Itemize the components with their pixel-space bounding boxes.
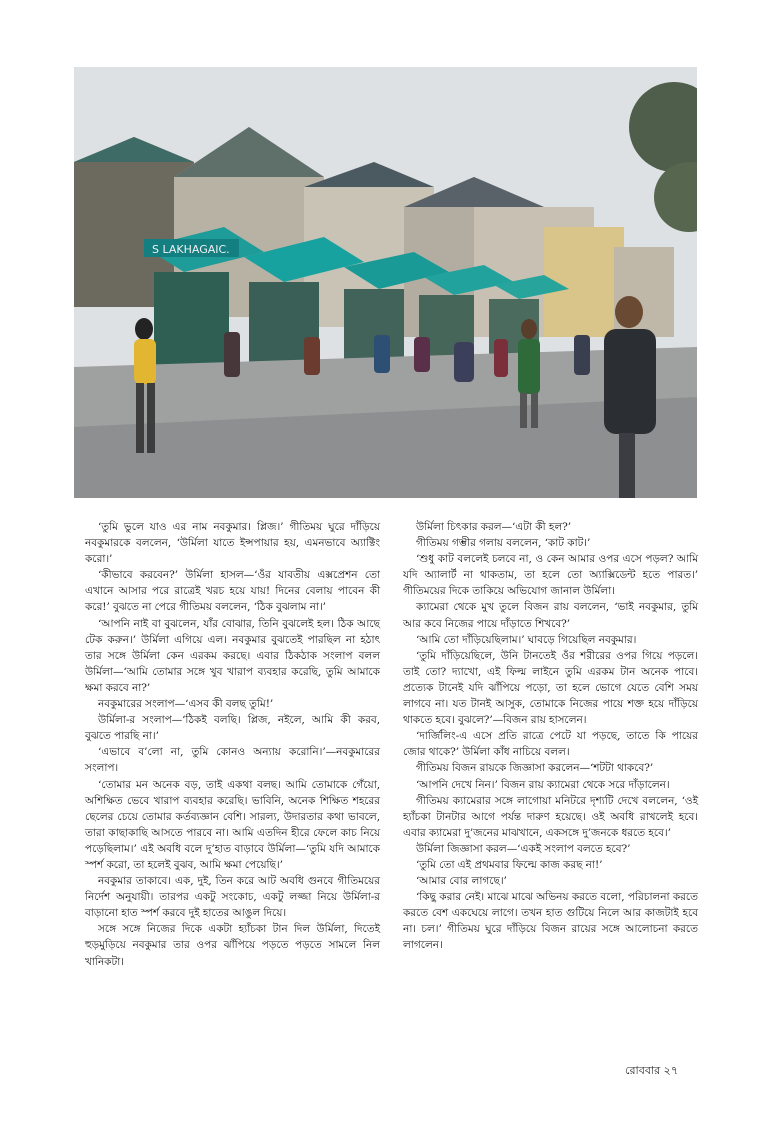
- paragraph: ‘তুমি ভুলে যাও এর নাম নবকুমার। প্লিজ।’ গীতিময় ঘুরে দাঁড়িয়ে নবকুমারকে বললেন, ‘উর্মিলা যাতে ইন্সপায়ার হয়, এমনভাবে অ্যাক্টিং করো।’: [85, 521, 380, 566]
- left-text-column: [85, 519, 380, 970]
- paragraph: নবকুমারের সংলাপ—‘এসব কী বলছ তুমি!’: [98, 698, 274, 711]
- paragraph: উর্মিলা জিজ্ঞাসা করল—‘একই সংলাপ বলতে হবে?’: [416, 842, 631, 855]
- paragraph: নবকুমার তাকাবে। এক, দুই, তিন করে আট অবধি গুনবে গীতিময়ের নির্দেশ অনুযায়ী। তারপর একটু সংকোচ, একটু লজ্জা নিয়ে উর্মিলা-র বাড়ানো হাত স্পর্শ করবে দুই হাতের আঙুল দিয়ে।: [85, 875, 380, 920]
- paragraph: ‘আমার বোর লাগছে।’: [416, 875, 507, 888]
- paragraph: ‘তুমি দাঁড়িয়েছিলে, উনি টানতেই ওঁর শরীরের ওপর গিয়ে পড়লে। তাই তো? দ্যাখো, এই ফিল্ম লাইনে তুমি এরকম টান অনেক পাবে। প্রত্যেক টানেই যদি ঝাঁপিয়ে পড়ো, তা হলে ভোগে যেতে বেশি সময় লাগবে না। যত টানই আসুক, তোমাকে নিজের পায়ে শক্ত হয়ে দাঁড়িয়ে থাকতে হবে। বুঝলে?’—বিজন রায় হাসলেন।: [403, 649, 698, 727]
- paragraph: উর্মিলা চিৎকার করল—‘এটা কী হল?’: [416, 521, 571, 533]
- paragraph: ‘দার্জিলিং-এ এসে প্রতি রাত্রে পেটে যা পড়ছে, তাতে কি পায়ের জোর থাকে?’ উর্মিলা কাঁধ নাচিয়ে বলল।: [403, 730, 698, 759]
- darjeeling-street-illustration: [74, 67, 697, 498]
- paragraph: ‘আপনি নাই বা বুঝলেন, যাঁর বোঝার, তিনি বুঝলেই হল। ঠিক আছে টেক করুন।’ উর্মিলা এগিয়ে এল। নবকুমার বুঝতেই পারছিল না হঠাৎ তার সঙ্গে উর্মিলা কেন এরকম করছে। এবার ঠিকঠাক সংলাপ বলল উর্মিলা—‘আমি তোমার সঙ্গে খুব খারাপ ব্যবহার করেছি, তুমি আমাকে ক্ষমা করবে না?’: [85, 617, 380, 694]
- street-photo: [74, 67, 697, 498]
- paragraph: ‘তুমি তো এই প্রথমবার ফিল্মে কাজ করছ না!’: [416, 858, 603, 871]
- paragraph: ‘কিছু করার নেই। মাঝে মাঝে অভিনয় করতে বলো, পরিচালনা করতে করতে বেশ একঘেয়ে লাগে। তখন হাত গুটিয়ে নিলে আর কাজটাই হবে না। চল।’ গীতিময় ঘুরে দাঁড়িয়ে বিজন রায়ের সঙ্গে আলোচনা করতে লাগলেন।: [403, 891, 698, 952]
- paragraph: ক্যামেরা থেকে মুখ তুলে বিজন রায় বললেন, ‘ভাই নবকুমার, তুমি আর কবে নিজের পায়ে দাঁড়াতে শিখবে?’: [403, 601, 698, 630]
- page-folio: রোববার ২৭: [625, 1064, 678, 1077]
- paragraph: গীতিময় বিজন রায়কে জিজ্ঞাসা করলেন—‘শটটা থাকবে?’: [416, 762, 654, 775]
- paragraph: ‘তোমার মন অনেক বড়, তাই একথা বলছ। আমি তোমাকে গেঁয়ো, অশিক্ষিত ভেবে খারাপ ব্যবহার করেছি। ভাবিনি, অনেক শিক্ষিত শহরের ছেলের চেয়ে তোমার কর্তব্যজ্ঞান বেশি। সারল্য, উদারতার কথা ভাবলে, তারা কাছাকাছি আসতে পারবে না। আমি এতদিন হীরে ফেলে কাচ নিয়ে পড়েছিলাম।’ এই অবধি বলে দু’হাত বাড়াবে উর্মিলা—‘তুমি যদি আমাকে স্পর্শ করো, তা হলেই বুঝব, আমি ক্ষমা পেয়েছি।’: [85, 778, 380, 871]
- paragraph: গীতিময় গম্ভীর গলায় বললেন, ‘কাট কাট।’: [416, 537, 591, 550]
- paragraph: ‘আমি তো দাঁড়িয়েছিলাম।’ ঘাবড়ে গিয়েছিল নবকুমার।: [416, 633, 637, 646]
- paragraph: ‘কীভাবে করবেন?’ উর্মিলা হাসল—‘ওঁর যাবতীয় এক্সপ্রেশন তো এখানে আসার পরে রাত্রেই খরচ হয়ে যায়! দিনের বেলায় পাবেন কী করে!’ বুঝতে না পেরে গীতিময় বললেন, ‘ঠিক বুঝলাম না।’: [85, 569, 380, 614]
- shop-sign-text: S LAKHAGAIC.: [152, 243, 230, 256]
- paragraph: ‘এভাবে ব’লো না, তুমি কোনও অন্যায় করোনি।’—নবকুমারের সংলাপ।: [85, 746, 380, 775]
- paragraph: উর্মিলা-র সংলাপ—‘ঠিকই বলছি। প্লিজ, নইলে, আমি কী করব, বুঝতে পারছি না।’: [85, 714, 380, 743]
- right-text-column: [403, 519, 698, 954]
- paragraph: ‘শুধু কাট বললেই চলবে না, ও কেন আমার ওপর এসে পড়ল? আমি যদি অ্যালার্ট না থাকতাম, তা হলে তো অ্যাক্সিডেন্ট হতে পারত।’ গীতিময়ের দিকে তাকিয়ে অভিযোগ জানাল উর্মিলা।: [403, 553, 698, 598]
- paragraph: ‘আপনি দেখে নিন।’ বিজন রায় ক্যামেরা থেকে সরে দাঁড়ালেন।: [416, 778, 670, 791]
- paragraph: গীতিময় ক্যামেরার সঙ্গে লাগোয়া মনিটরে দৃশ্যটি দেখে বললেন, ‘ওই হ্যাঁচকা টানটার আগে পর্যন্ত দারুণ হয়েছে। ওই অবধি রাখলেই হবে। এবার ক্যামেরা দু’জনের মাঝখানে, একসঙ্গে দু’জনকে ধরতে হবে।’: [403, 794, 698, 839]
- paragraph: সঙ্গে সঙ্গে নিজের দিকে একটা হ্যাঁচকা টান দিল উর্মিলা, দিতেই হুড়মুড়িয়ে নবকুমার তার ওপর ঝাঁপিয়ে পড়তে পড়তে সামলে নিল খানিকটা।: [85, 923, 380, 968]
